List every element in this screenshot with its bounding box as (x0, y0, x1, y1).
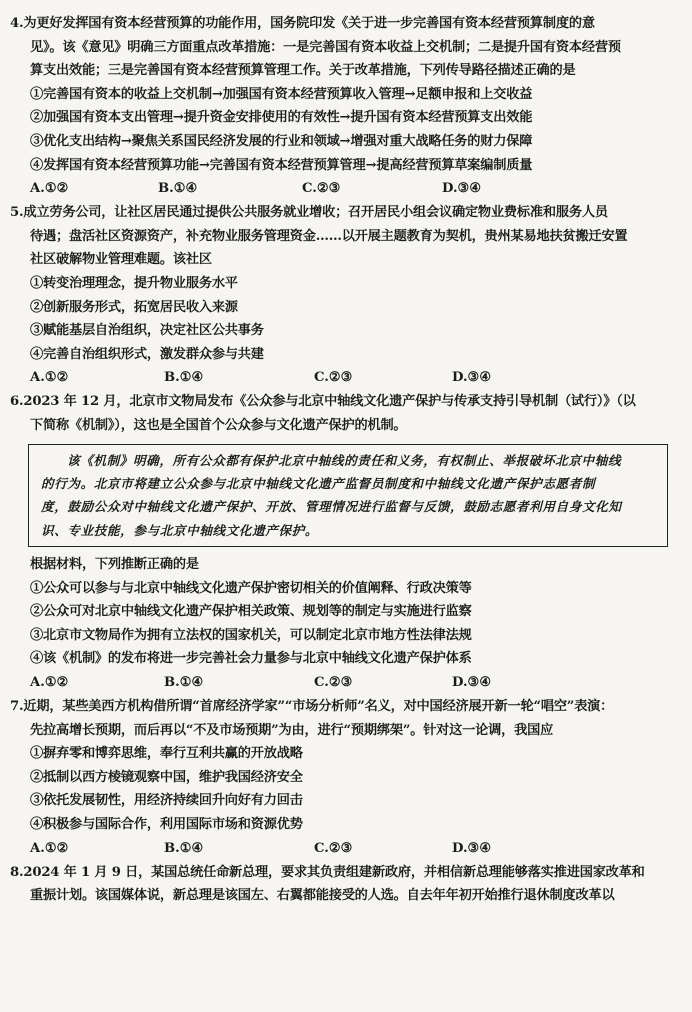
question-6-statement-4: ④该《机制》的发布将进一步完善社会力量参与北京中轴线文化遗产保护体系 (30, 651, 472, 667)
question-6-question: 根据材料，下列推断正确的是 (30, 557, 199, 573)
question-4-option-d: D.③④ (442, 181, 482, 197)
question-6-statement-1: ①公众可以参与与北京中轴线文化遗产保护密切相关的价值阐释、行政决策等 (30, 580, 472, 596)
question-8-stem-line-2: 重振计划。该国媒体说，新总理是该国左、右翼都能接受的人选。自去年年初开始推行退休制度改革以 (30, 888, 615, 904)
question-6-material-line-3: 度，鼓励公众对中轴线文化遗产保护、开放、管理情况进行监督与反馈，鼓励志愿者利用自身文化知 (41, 499, 622, 515)
question-4-options (10, 177, 670, 201)
question-4-statement-3: ③优化支出结构→聚焦关系国民经济发展的行业和领域→增强对重大战略任务的财力保障 (30, 133, 533, 149)
question-4-statement-2: ②加强国有资本支出管理→提升资金安排使用的有效性→提升国有资本经营预算支出效能 (30, 110, 533, 126)
question-5-option-d: D.③④ (452, 370, 492, 386)
question-6 (10, 390, 670, 695)
question-6-stem-line-2: 下简称《机制》），这也是全国首个公众参与文化遗产保护的机制。 (30, 417, 407, 433)
question-5 (10, 201, 670, 390)
question-7-statement-3: ③依托发展韧性，用经济持续回升向好有力回击 (30, 793, 303, 809)
question-4 (10, 12, 670, 201)
question-7-statement-2: ②抵制以西方棱镜观察中国，维护我国经济安全 (30, 769, 303, 785)
question-5-option-c: C.②③ (314, 370, 353, 386)
question-6-option-b: B.①④ (164, 675, 204, 691)
question-5-stem-line-2: 待遇；盘活社区资源资产，补充物业服务管理资金……以开展主题教育为契机，贵州某易地扶贫搬迁安置 (30, 228, 628, 244)
question-6-material-line-4: 识、专业技能，参与北京中轴线文化遗产保护。 (41, 522, 319, 538)
question-7-statement-1: ①摒弃零和博弈思维，奉行互利共赢的开放战略 (30, 746, 303, 762)
question-6-statement-3: ③北京市文物局作为拥有立法权的国家机关，可以制定北京市地方性法律法规 (30, 627, 472, 643)
question-5-option-b: B.①④ (164, 370, 204, 386)
question-8-stem-line-1: 8.2024 年 1 月 9 日，某国总统任命新总理，要求其负责组建新政府，并相信新总理能够落实推进国家改革和 (10, 864, 645, 880)
question-5-statement-3: ③赋能基层自治组织，决定社区公共事务 (30, 323, 264, 339)
question-4-option-c: C.②③ (302, 181, 341, 197)
question-6-statement-2: ②公众可对北京中轴线文化遗产保护相关政策、规划等的制定与实施进行监察 (30, 604, 472, 620)
question-6-option-c: C.②③ (314, 675, 353, 691)
question-7-option-b: B.①④ (164, 840, 204, 856)
question-5-stem-line-3: 社区破解物业管理难题。该社区 (30, 252, 212, 268)
question-6-material-line-2: 的行为。北京市将建立公众参与北京中轴线文化遗产监督员制度和中轴线文化遗产保护志愿者制 (41, 475, 596, 491)
question-7-stem-line-2: 先拉高增长预期，而后再以“不及市场预期”为由，进行“预期绑架”。针对这一论调，我国应 (30, 722, 554, 738)
question-4-stem-line-2: 见》。该《意见》明确三方面重点改革措施：一是完善国有资本收益上交机制；二是提升国有资本经营预 (30, 39, 621, 55)
question-7-option-d: D.③④ (452, 840, 492, 856)
question-5-statement-2: ②创新服务形式，拓宽居民收入来源 (30, 299, 238, 315)
question-7-option-c: C.②③ (314, 840, 353, 856)
question-6-stem-line-1: 6.2023 年 12 月，北京市文物局发布《公众参与北京中轴线文化遗产保护与传承支持引导机制（试行）》（以 (10, 394, 636, 410)
question-4-option-b: B.①④ (158, 181, 198, 197)
question-4-statement-1: ①完善国有资本的收益上交机制→加强国有资本经营预算收入管理→足额申报和上交收益 (30, 86, 533, 102)
question-6-material-line-1: 该《机制》明确，所有公众都有保护北京中轴线的责任和义务，有权制止、举报破坏北京中轴线 (67, 452, 622, 468)
question-6-option-a: A.①② (30, 675, 69, 691)
question-7-statement-4: ④积极参与国际合作，利用国际市场和资源优势 (30, 817, 303, 832)
question-4-stem-line-3: 算支出效能；三是完善国有资本经营预算管理工作。关于改革措施，下列传导路径描述正确的是 (30, 63, 576, 79)
question-7 (10, 695, 670, 861)
question-5-statement-4: ④完善自治组织形式，激发群众参与共建 (30, 346, 264, 362)
question-5-options (10, 366, 670, 390)
question-7-option-a: A.①② (30, 840, 69, 856)
question-4-option-a: A.①② (30, 181, 69, 197)
question-4-stem-line-1: 4.为更好发挥国有资本经营预算的功能作用，国务院印发《关于进一步完善国有资本经营预算制度的意 (10, 16, 595, 31)
question-5-option-a: A.①② (30, 370, 69, 386)
question-7-options (10, 837, 670, 861)
question-6-options (10, 671, 670, 695)
question-7-stem-line-1: 7.近期，某些美西方机构借所谓“首席经济学家”“市场分析师”名义，对中国经济展开新一轮“唱空”表演： (10, 699, 614, 715)
question-8 (10, 861, 670, 908)
question-5-statement-1: ①转变治理理念，提升物业服务水平 (30, 275, 238, 291)
question-5-stem-line-1: 5.成立劳务公司，让社区居民通过提供公共服务就业增收；召开居民小组会议确定物业费标准和服务人员 (10, 205, 608, 221)
question-6-material-box (28, 444, 668, 548)
question-4-statement-4: ④发挥国有资本经营预算功能→完善国有资本经营预算管理→提高经营预算草案编制质量 (30, 157, 533, 173)
question-6-option-d: D.③④ (452, 675, 492, 691)
